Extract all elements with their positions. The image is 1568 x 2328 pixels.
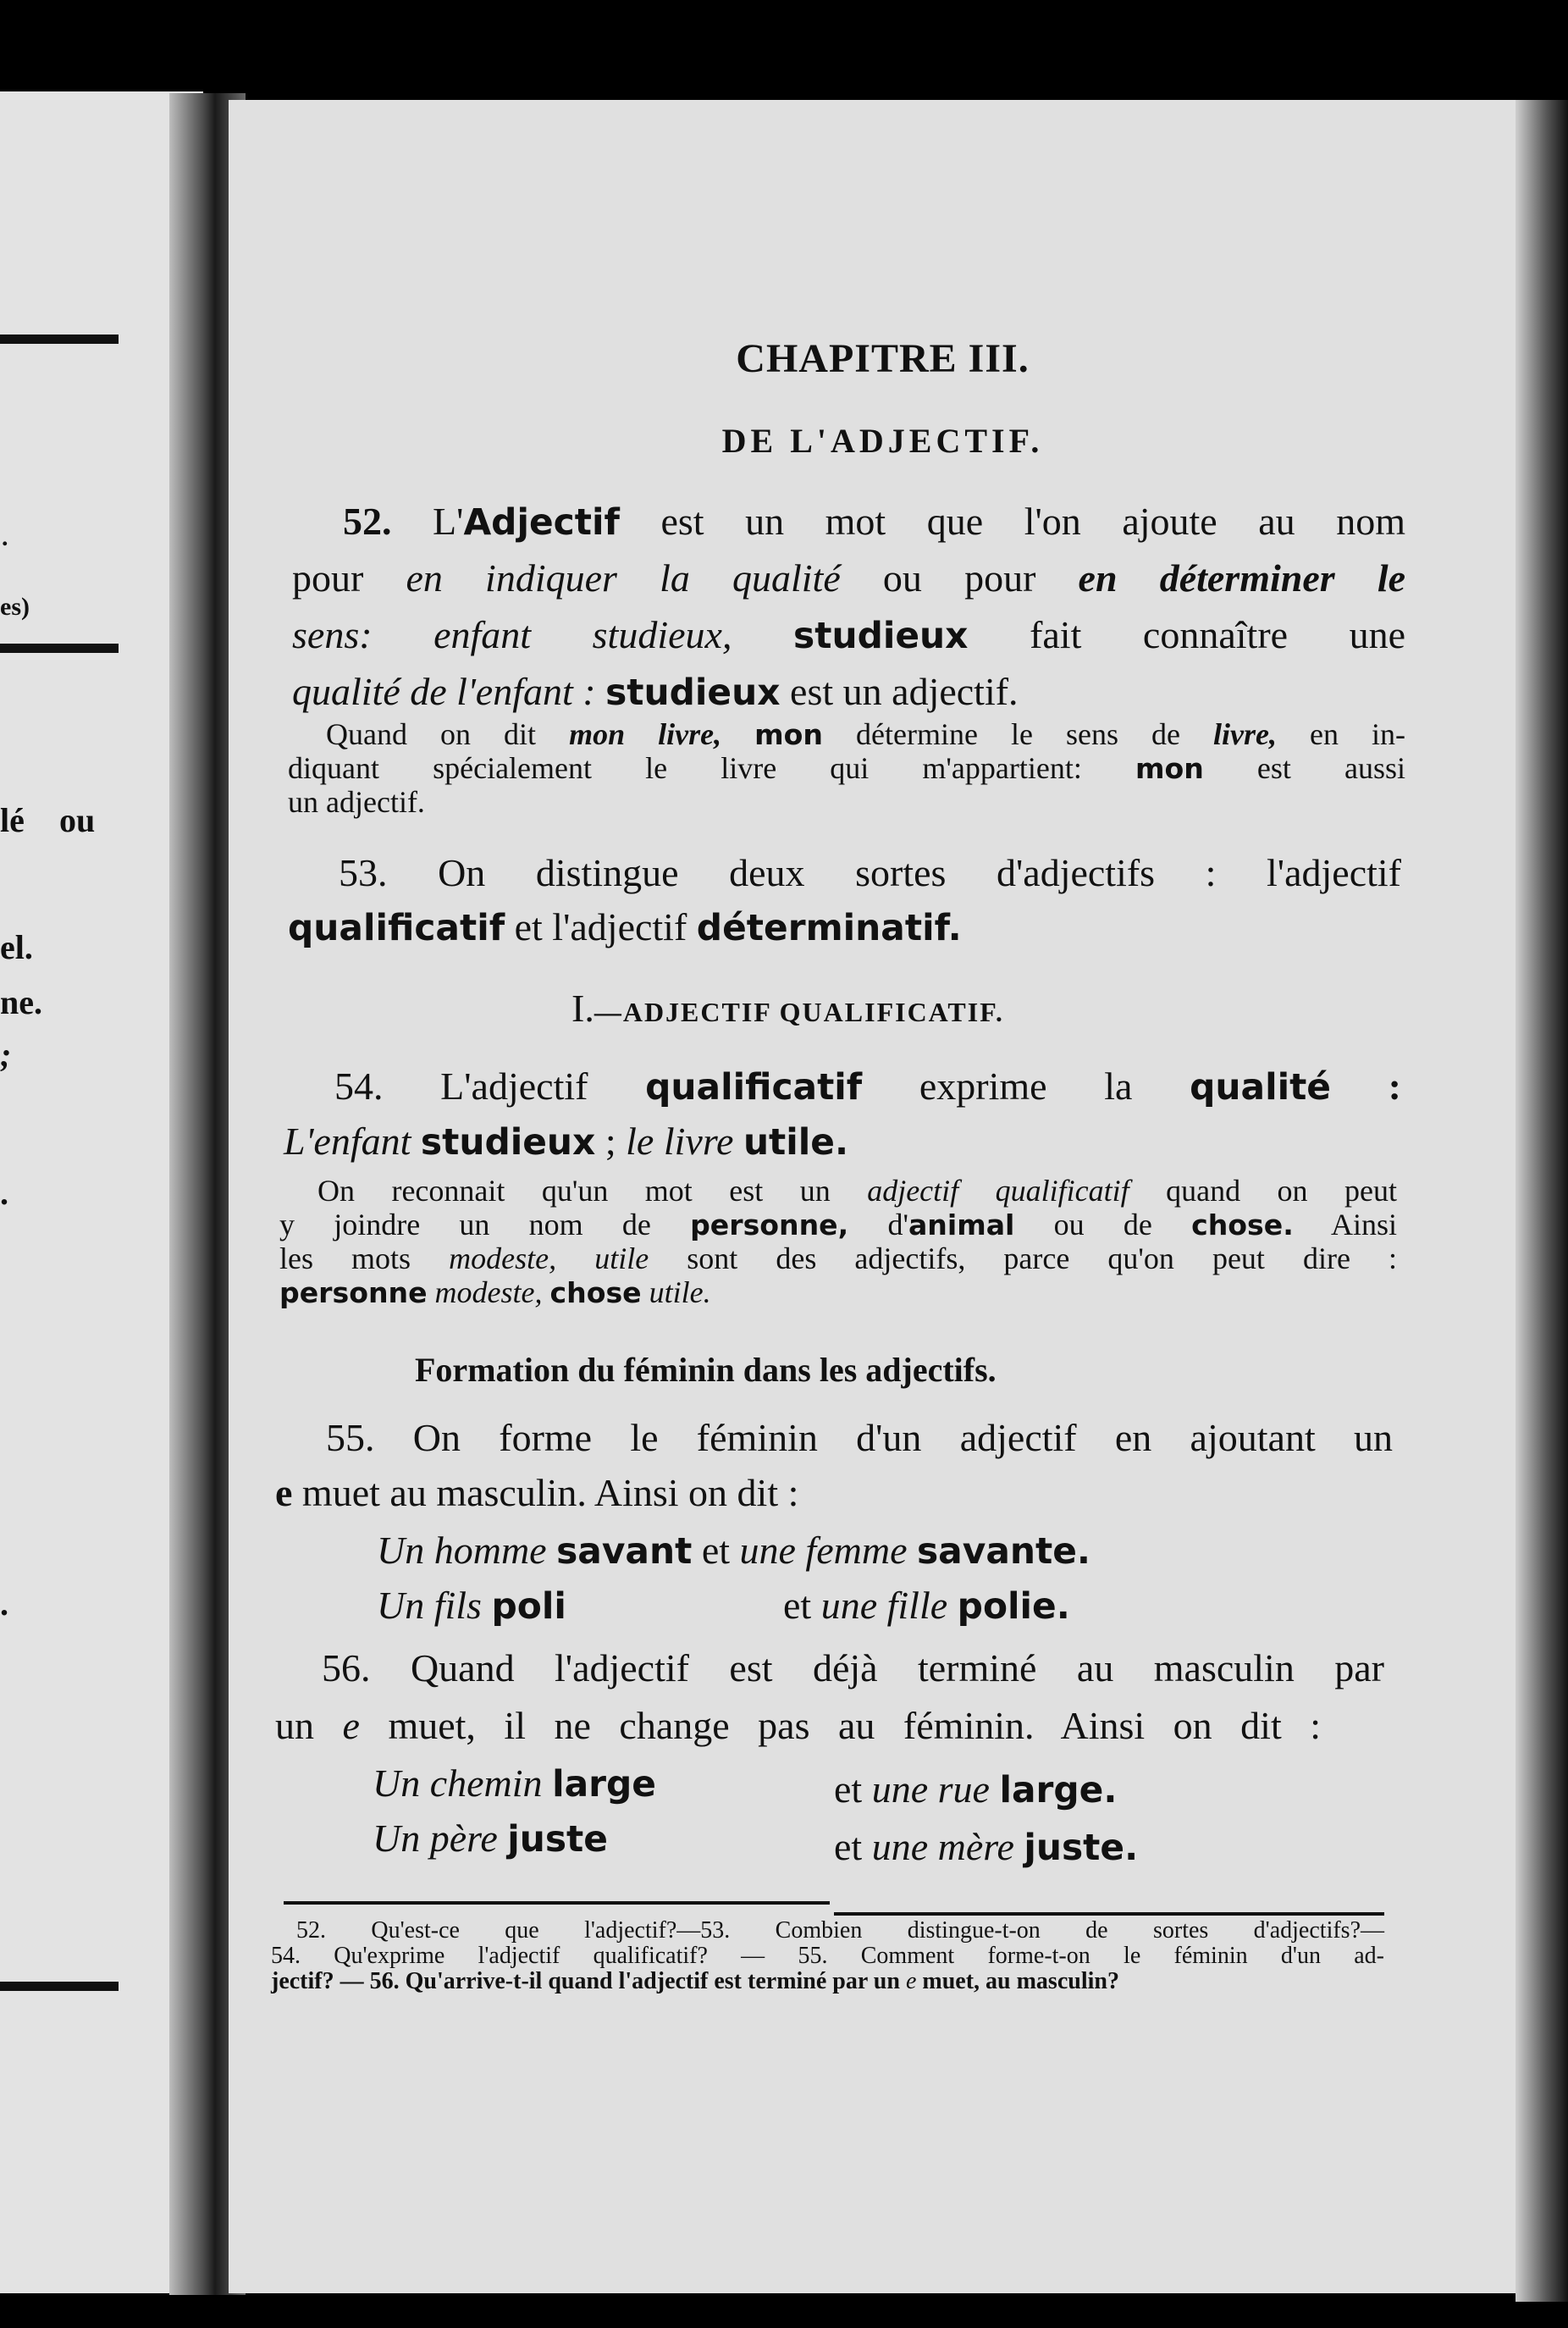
left-page-fragment: . (0, 1584, 8, 1623)
left-page-fragment: ; (0, 1036, 12, 1074)
note-52-line-2: diquant spécialement le livre qui m'appartient: mon est aussi (288, 751, 1406, 785)
footnote-rule (834, 1912, 1384, 1916)
example-56-1a: Un chemin large (373, 1761, 656, 1805)
chapter-title: DE L'ADJECTIF. (721, 422, 1044, 460)
note-54-line-1: On reconnait qu'un mot est un adjectif qualificatif quand on peut (317, 1174, 1397, 1208)
left-page-fragment: el. (0, 928, 33, 966)
note-54-line-3: les mots modeste, utile sont des adjectifs, parce qu'on peut dire : (279, 1241, 1398, 1275)
subsection-heading: Formation du féminin dans les adjectifs. (415, 1351, 997, 1389)
left-page-fragment: ou (59, 801, 96, 839)
footnote-rule (284, 1901, 830, 1905)
paragraph-number: 54. (334, 1064, 384, 1108)
section-heading: I.—ADJECTIF QUALIFICATIF. (571, 987, 1004, 1030)
paragraph-52-line-2: pour en indiquer la qualité ou pour en déterminer le (292, 556, 1406, 600)
paragraph-number: 53. (339, 851, 388, 894)
paragraph-53-line-2: qualificatif et l'adjectif déterminatif. (288, 905, 962, 948)
footnote-line-2: 54. Qu'exprime l'adjectif qualificatif? — 55. Comment forme-t-on le féminin d'un ad- (271, 1943, 1384, 1969)
footnote-line-1: 52. Qu'est-ce que l'adjectif?—53. Combien distingue-t-on de sortes d'adjectifs?— (296, 1917, 1384, 1944)
example-56-2a: Un père juste (373, 1817, 608, 1860)
footnote-line-3: jectif? — 56. Qu'arrive-t-il quand l'adjectif est terminé par un e muet, au masculin? (271, 1968, 1119, 1994)
left-page-fragment: es) (0, 593, 30, 621)
note-54-line-2: y joindre un nom de personne, d'animal ou de chose. Ainsi (279, 1208, 1398, 1241)
paragraph-52-line-3: sens: enfant studieux, studieux fait connaître une (292, 613, 1406, 656)
paragraph-54-line-1: 54. L'adjectif qualificatif exprime la qualité : (334, 1064, 1401, 1108)
paragraph-54-line-2: L'enfant studieux ; le livre utile. (284, 1120, 849, 1163)
paragraph-number: 55. (326, 1416, 375, 1459)
left-page-fragment: lé (0, 801, 25, 839)
example-56-1b: et une rue large. (834, 1767, 1118, 1811)
paragraph-53-line-1: 53. On distingue deux sortes d'adjectifs : l'adjectif (339, 851, 1401, 894)
paragraph-number: 56. (322, 1646, 371, 1689)
paragraph-55-line-1: 55. On forme le féminin d'un adjectif en ajoutant un (326, 1416, 1393, 1459)
note-54-line-4: personne modeste, chose utile. (279, 1275, 711, 1309)
note-52-line-3: un adjectif. (288, 785, 425, 819)
example-56-2b: et une mère juste. (834, 1825, 1139, 1868)
paragraph-56-line-2: un e muet, il ne change pas au féminin. Ainsi on dit : (275, 1704, 1322, 1747)
example-55-2a: Un fils poli (377, 1584, 566, 1627)
example-55-1: Un homme savant et une femme savante. (377, 1529, 1090, 1572)
left-page-fragment: . (0, 1174, 8, 1212)
paragraph-number: 52. (343, 500, 392, 543)
chapter-number: CHAPITRE III. (736, 336, 1030, 381)
example-55-2b: et une fille polie. (783, 1584, 1070, 1627)
paragraph-52-line-4: qualité de l'enfant : studieux est un adjectif. (292, 670, 1019, 713)
paragraph-52-line-1: 52. L'Adjectif est un mot que l'on ajoute au nom (343, 500, 1405, 543)
note-52-line-1: Quand on dit mon livre, mon détermine le sens de livre, en in- (326, 717, 1406, 751)
left-page-fragment: . (2, 523, 8, 551)
left-page-fragment: ne. (0, 983, 42, 1021)
paragraph-55-line-2: e muet au masculin. Ainsi on dit : (275, 1471, 799, 1514)
paragraph-56-line-1: 56. Quand l'adjectif est déjà terminé au masculin par (322, 1646, 1384, 1689)
